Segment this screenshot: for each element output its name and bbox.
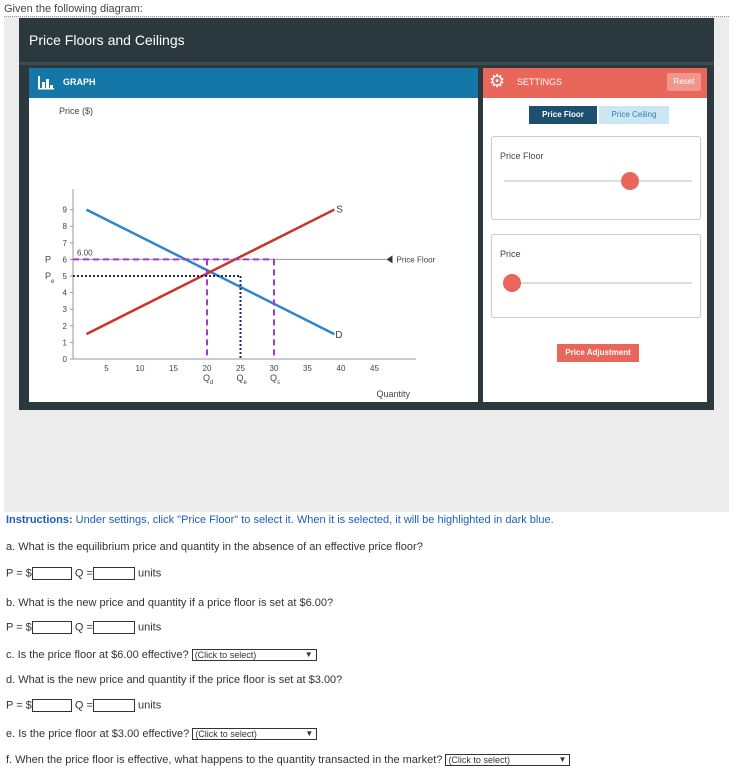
demand-label: D	[335, 330, 343, 342]
question-a: a. What is the equilibrium price and quantity in the absence of an effective price floor?	[6, 541, 423, 553]
settings-label: SETTINGS	[517, 77, 563, 87]
p-label: P = $	[6, 699, 32, 712]
price-slider-knob[interactable]	[503, 274, 521, 292]
p-label: P	[45, 254, 52, 265]
dropdown-arrow-icon: ▼	[304, 650, 313, 660]
answer-row-b	[6, 621, 161, 634]
select-c[interactable]	[192, 649, 317, 661]
question-d: d. What is the new price and quantity if the price floor is set at $3.00?	[6, 674, 343, 686]
qd-label: Q	[203, 373, 211, 383]
price-input-d[interactable]	[32, 699, 72, 712]
supply-label: S	[336, 204, 343, 216]
settings-header	[483, 68, 707, 98]
select-f[interactable]	[445, 754, 570, 766]
q-label: Q =	[74, 699, 93, 712]
price-input-a[interactable]	[32, 567, 72, 580]
bar-chart-icon	[37, 74, 55, 90]
question-e: e. Is the price floor at $3.00 effective?	[6, 728, 190, 740]
q-label: Q =	[74, 621, 93, 634]
price-floor-slider-knob[interactable]	[621, 172, 639, 190]
app-window	[19, 18, 714, 410]
price-slider-label: Price	[500, 249, 521, 259]
y-tick-label: 1	[62, 338, 67, 348]
tab-price-floor[interactable]: Price Floor	[529, 106, 597, 124]
dropdown-arrow-icon: ▼	[305, 729, 314, 739]
select-c-text: (Click to select)	[194, 650, 257, 661]
price-floor-slider-label: Price Floor	[500, 151, 544, 161]
reset-button[interactable]: Reset	[667, 73, 701, 91]
y-tick-label: 9	[62, 205, 67, 215]
y-tick-label: 7	[62, 238, 67, 248]
instructions-text: Under settings, click "Price Floor" to select it. When it is selected, it will be highlighted in dark blue.	[72, 514, 554, 526]
quantity-input-a[interactable]	[93, 567, 135, 580]
settings-panel	[483, 68, 707, 402]
y-tick-label: 0	[62, 355, 67, 364]
pe-sub-label: e	[51, 279, 55, 285]
chart	[29, 98, 478, 402]
select-f-text: (Click to select)	[448, 755, 510, 766]
p-label: P = $	[6, 621, 32, 634]
qe-label: Q	[236, 373, 244, 383]
question-f: f. When the price floor is effective, what happens to the quantity transacted in the market?	[6, 754, 443, 766]
units-label: units	[137, 621, 162, 634]
x-axis-label: Quantity	[376, 389, 411, 399]
y-tick-label: 3	[62, 305, 67, 315]
x-tick-label: 30	[269, 364, 279, 373]
x-tick-label: 40	[336, 364, 346, 373]
select-e-text: (Click to select)	[195, 729, 257, 740]
x-tick-label: 20	[202, 364, 212, 373]
tab-price-ceiling[interactable]: Price Ceiling	[599, 106, 669, 124]
select-e[interactable]	[192, 728, 317, 740]
price-adjustment-button[interactable]: Price Adjustment	[557, 344, 639, 362]
price-floor-arrow	[387, 255, 393, 263]
graph-panel	[29, 68, 478, 402]
graph-label: GRAPH	[63, 77, 96, 87]
title-divider	[19, 62, 714, 65]
qe-sub-label: e	[243, 380, 247, 386]
question-f-row	[6, 754, 570, 766]
app-title: Price Floors and Ceilings	[29, 32, 185, 48]
y-tick-label: 5	[62, 272, 67, 281]
x-tick-label: 15	[169, 364, 178, 373]
instructions-bold: Instructions:	[6, 514, 73, 526]
question-c: c. Is the price floor at $6.00 effective?	[6, 649, 189, 661]
answer-row-a	[6, 567, 161, 580]
answer-row-d	[6, 699, 161, 712]
x-tick-label: 45	[370, 364, 379, 373]
q-label: Q =	[74, 567, 93, 580]
units-label: units	[137, 699, 162, 712]
y-axis-label: Price ($)	[59, 106, 94, 116]
pe-label: P	[45, 271, 52, 281]
gear-icon: ⚙	[489, 71, 506, 91]
question-c-row	[6, 649, 317, 661]
price-floor-value: 6.00	[77, 248, 93, 258]
quantity-input-b[interactable]	[93, 621, 135, 634]
price-floor-label: Price Floor	[396, 255, 436, 265]
x-tick-label: 25	[236, 364, 245, 373]
question-e-row	[6, 728, 317, 740]
question-b: b. What is the new price and quantity if a price floor is set at $6.00?	[6, 597, 334, 609]
y-tick-label: 4	[62, 288, 67, 298]
y-tick-label: 2	[62, 321, 67, 331]
intro-text: Given the following diagram:	[4, 3, 143, 15]
price-input-b[interactable]	[32, 621, 72, 634]
p-label: P = $	[6, 567, 32, 580]
price-floor-slider-box	[491, 136, 701, 220]
price-slider-box	[491, 234, 701, 318]
graph-header	[29, 68, 478, 98]
x-tick-label: 5	[104, 364, 109, 373]
diagram-area	[4, 16, 729, 512]
x-tick-label: 10	[135, 364, 145, 373]
instructions	[6, 514, 554, 526]
y-tick-label: 8	[62, 222, 67, 232]
qs-sub-label: s	[277, 380, 280, 386]
units-label: units	[137, 567, 162, 580]
qd-sub-label: d	[210, 380, 214, 386]
price-slider-track[interactable]	[504, 282, 692, 284]
price-floor-slider-track[interactable]	[504, 180, 692, 182]
dropdown-arrow-icon: ▼	[558, 755, 567, 765]
qs-label: Q	[270, 373, 278, 383]
y-tick-label: 6	[62, 255, 67, 265]
x-tick-label: 35	[303, 364, 312, 373]
quantity-input-d[interactable]	[93, 699, 135, 712]
